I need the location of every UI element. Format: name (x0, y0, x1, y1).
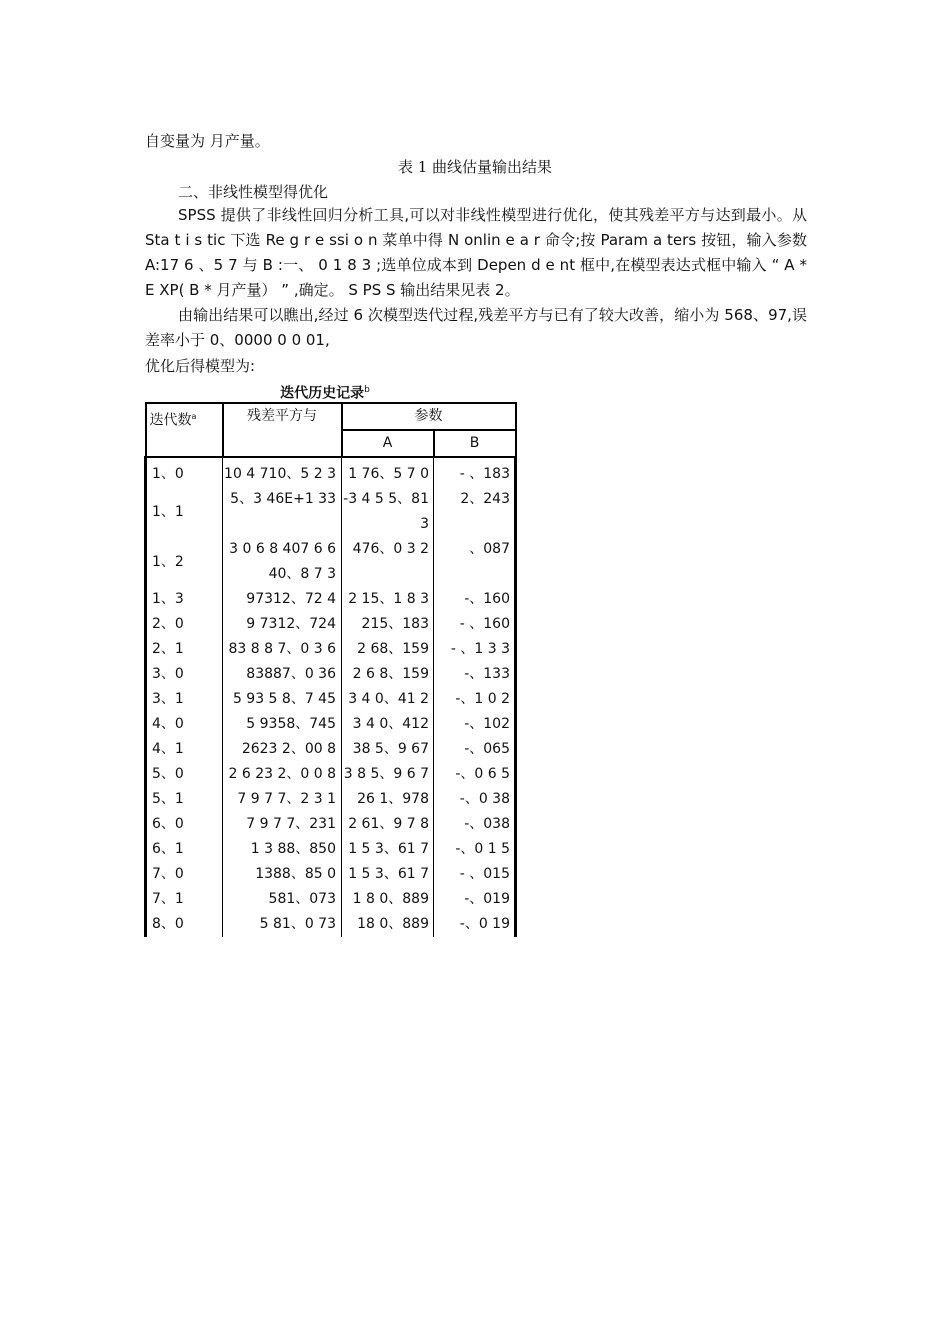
cell-param-a: 38 5、9 67 (342, 737, 434, 762)
header-iteration (146, 403, 223, 457)
cell-param-b: -、0 6 5 (434, 762, 516, 787)
cell-rss: 2 6 23 2、0 0 8 (223, 762, 342, 787)
table-row (146, 612, 516, 637)
cell-rss: 3 0 6 8 407 6 6 40、8 7 3 (223, 537, 342, 587)
cell-iteration: 3、0 (146, 662, 223, 687)
cell-rss: 83887、0 36 (223, 662, 342, 687)
cell-param-b: -、1 0 2 (434, 687, 516, 712)
paragraph-model: 优化后得模型为: (145, 357, 256, 375)
table-row (146, 487, 516, 537)
cell-iteration: 1、0 (146, 457, 223, 487)
cell-param-a: 3 8 5、9 6 7 (342, 762, 434, 787)
iteration-table-title-text: 迭代历史记录 (280, 385, 365, 402)
cell-param-a: 26 1、978 (342, 787, 434, 812)
table-row (146, 737, 516, 762)
cell-param-a: 2 15、1 8 3 (342, 587, 434, 612)
iteration-table-title (145, 380, 505, 404)
cell-param-a: 476、0 3 2 (342, 537, 434, 587)
cell-param-a: 3 4 0、412 (342, 712, 434, 737)
table-row (146, 862, 516, 887)
cell-param-b: 2、243 (434, 487, 516, 537)
cell-rss: 97312、72 4 (223, 587, 342, 612)
cell-param-b: -、019 (434, 887, 516, 912)
cell-rss: 1388、85 0 (223, 862, 342, 887)
cell-iteration: 5、0 (146, 762, 223, 787)
table-row (146, 687, 516, 712)
cell-rss: 5 81、0 73 (223, 912, 342, 937)
cell-iteration: 4、0 (146, 712, 223, 737)
cell-param-a: 18 0、889 (342, 912, 434, 937)
table-row (146, 712, 516, 737)
header-param-b: B (434, 430, 516, 457)
cell-param-a: 2 61、9 7 8 (342, 812, 434, 837)
cell-param-b: -、065 (434, 737, 516, 762)
table-row (146, 762, 516, 787)
cell-param-b: - 、183 (434, 457, 516, 487)
cell-param-a: 215、183 (342, 612, 434, 637)
section-heading: 二、非线性模型得优化 (178, 183, 329, 201)
cell-param-a: 1 5 3、61 7 (342, 837, 434, 862)
cell-param-b: -、0 19 (434, 912, 516, 937)
cell-iteration: 1、1 (146, 487, 223, 537)
cell-param-b: -、160 (434, 587, 516, 612)
cell-rss: 9 7312、724 (223, 612, 342, 637)
cell-iteration: 5、1 (146, 787, 223, 812)
table-row (146, 537, 516, 587)
cell-param-a: -3 4 5 5、813 (342, 487, 434, 537)
table-row (146, 637, 516, 662)
cell-iteration: 2、0 (146, 612, 223, 637)
cell-param-b: -、0 1 5 (434, 837, 516, 862)
cell-param-b: -、102 (434, 712, 516, 737)
iteration-history-table (144, 402, 517, 937)
cell-rss: 7 9 7 7、231 (223, 812, 342, 837)
cell-rss: 5 93 5 8、7 45 (223, 687, 342, 712)
cell-rss: 2623 2、00 8 (223, 737, 342, 762)
cell-param-a: 2 6 8、159 (342, 662, 434, 687)
header-iteration-sup: a (191, 412, 197, 421)
cell-iteration: 6、0 (146, 812, 223, 837)
cell-iteration: 4、1 (146, 737, 223, 762)
table-row (146, 912, 516, 937)
cell-param-b: -、133 (434, 662, 516, 687)
table-row (146, 457, 516, 487)
cell-param-b: - 、160 (434, 612, 516, 637)
cell-iteration: 6、1 (146, 837, 223, 862)
table-row (146, 587, 516, 612)
cell-rss: 5 9358、745 (223, 712, 342, 737)
cell-param-b: -、038 (434, 812, 516, 837)
cell-iteration: 1、3 (146, 587, 223, 612)
table-row (146, 662, 516, 687)
header-parameters: 参数 (342, 403, 516, 430)
cell-param-a: 2 68、159 (342, 637, 434, 662)
cell-iteration: 3、1 (146, 687, 223, 712)
table-row (146, 787, 516, 812)
intro-line: 自变量为 月产量。 (145, 132, 270, 150)
table-row (146, 887, 516, 912)
iteration-table-body (146, 457, 516, 937)
cell-rss: 581、073 (223, 887, 342, 912)
cell-param-a: 3 4 0、41 2 (342, 687, 434, 712)
cell-param-a: 1 5 3、61 7 (342, 862, 434, 887)
table-row (146, 812, 516, 837)
cell-param-b: - 、1 3 3 (434, 637, 516, 662)
header-param-a: A (342, 430, 434, 457)
cell-iteration: 7、1 (146, 887, 223, 912)
cell-param-b: -、0 38 (434, 787, 516, 812)
cell-iteration: 8、0 (146, 912, 223, 937)
cell-iteration: 7、0 (146, 862, 223, 887)
cell-iteration: 2、1 (146, 637, 223, 662)
table-row (146, 837, 516, 862)
cell-rss: 1 3 88、850 (223, 837, 342, 862)
cell-param-b: 、087 (434, 537, 516, 587)
paragraph-intro: SPSS 提供了非线性回归分析工具,可以对非线性模型进行优化，使其残差平方与达到最小。从 Sta t i s tic 下选 Re g r e ssi o n 菜单中得 N onlin e a r 命令;按 Param a ters 按钮，输入参数 A:17 6 、5 7 与 B :一、 0 1 8 3 ;选单位成本到 Depen d e nt 框中,在模型表达式框中输入 “ A * E XP( B * 月产量） ” ,确定。 S PS S 输出结果见表 2。 (145, 206, 807, 299)
cell-param-a: 1 8 0、889 (342, 887, 434, 912)
header-iteration-label: 迭代数 (149, 412, 192, 429)
header-rss: 残差平方与 (223, 403, 342, 457)
cell-rss: 10 4 710、5 2 3 (223, 457, 342, 487)
iteration-table-title-sup: b (364, 385, 370, 395)
table1-caption: 表 1 曲线估量输出结果 (397, 158, 553, 176)
cell-param-b: - 、015 (434, 862, 516, 887)
paragraph-result: 由输出结果可以瞧出,经过 6 次模型迭代过程,残差平方与已有了较大改善，缩小为 568、97,误差率小于 0、0000 0 0 01, (145, 306, 807, 349)
cell-iteration: 1、2 (146, 537, 223, 587)
cell-param-a: 1 76、5 7 0 (342, 457, 434, 487)
cell-rss: 5、3 46E+1 33 (223, 487, 342, 537)
cell-rss: 83 8 8 7、0 3 6 (223, 637, 342, 662)
cell-rss: 7 9 7 7、2 3 1 (223, 787, 342, 812)
